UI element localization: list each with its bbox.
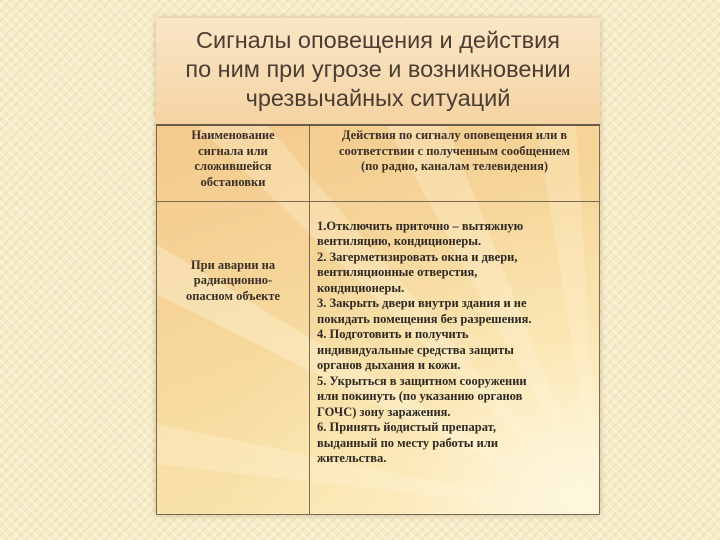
- action-line: выданный по месту работы или: [317, 435, 499, 450]
- action-line: 4. Подготовить и получить: [317, 327, 469, 341]
- header-line: сигнала или: [198, 143, 268, 158]
- title-line: по ним при угрозе и возникновении: [185, 56, 571, 82]
- header-line: (по радио, каналам телевидения): [360, 159, 549, 173]
- header-line: сложившейся: [194, 159, 272, 173]
- header-line: Действия по сигналу оповещения или в: [341, 128, 568, 142]
- action-item: [317, 327, 599, 374]
- signal-line: опасном объекте: [185, 288, 281, 303]
- slide-title: [156, 26, 600, 113]
- action-line: 1.Отключить приточно – вытяжную: [317, 218, 524, 233]
- action-line: 2. Загерметизировать окна и двери,: [317, 249, 518, 264]
- action-line: органов дыхания и кожи.: [317, 358, 461, 372]
- actions-cell: [310, 201, 600, 515]
- action-line: 5. Укрыться в защитном сооружении: [317, 373, 527, 388]
- action-line: или покинуть (по указанию органов: [317, 389, 523, 403]
- action-item: [317, 374, 599, 421]
- header-line: соответствии с полученным сообщением: [338, 143, 571, 158]
- header-line: обстановки: [200, 174, 266, 189]
- action-item: [317, 219, 599, 250]
- title-line: чрезвычайных ситуаций: [245, 85, 511, 111]
- action-item: [317, 420, 599, 467]
- action-line: кондиционеры.: [317, 280, 405, 295]
- signals-table: [156, 124, 600, 515]
- action-line: индивидуальные средства защиты: [317, 342, 514, 357]
- table-area: [156, 124, 600, 515]
- action-line: жительства.: [317, 451, 387, 465]
- header-line: Наименование: [191, 128, 275, 142]
- action-item: [317, 250, 599, 297]
- header-actions: [310, 125, 600, 201]
- signal-line: При аварии на: [190, 257, 276, 272]
- table-row: [157, 201, 600, 515]
- action-line: 3. Закрыть двери внутри здания и не: [317, 296, 527, 310]
- action-item: [317, 296, 599, 327]
- signal-cell: [157, 201, 310, 515]
- action-line: покидать помещения без разрешения.: [317, 311, 532, 326]
- signal-line: радиационно-: [193, 273, 273, 287]
- action-line: вентиляцию, кондиционеры.: [317, 234, 482, 248]
- action-line: 6. Принять йодистый препарат,: [317, 420, 496, 434]
- slide-header: [156, 18, 600, 124]
- slide: [156, 18, 600, 515]
- table-header-row: [157, 125, 600, 201]
- header-signal-name: [157, 125, 310, 201]
- title-line: Сигналы оповещения и действия: [196, 27, 560, 53]
- action-line: ГОЧС) зону заражения.: [317, 404, 451, 419]
- action-line: вентиляционные отверстия,: [317, 265, 478, 279]
